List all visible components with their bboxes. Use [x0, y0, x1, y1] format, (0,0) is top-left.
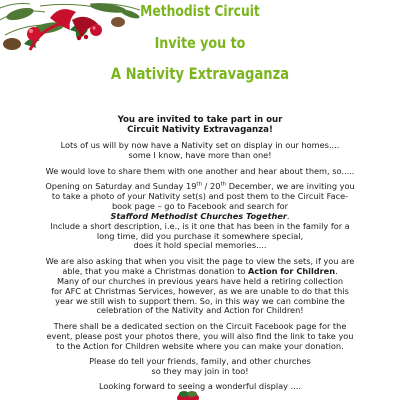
text-line: Please do tell your friends, family, and other churches: [89, 356, 311, 367]
text-line: We would love to share them with one another and hear about them, so.....: [45, 165, 355, 176]
heading-invite: Invite you to: [154, 34, 246, 52]
text-line: Many of our churches in previous years have held a retiring collection: [56, 275, 344, 286]
charity-name: Action for Children: [248, 265, 336, 276]
paragraph-facebook-section: [10, 322, 390, 352]
text-line: Looking forward to seeing a wonderful display ....: [98, 381, 301, 392]
heading-circuit-name: Methodist Circuit: [140, 2, 260, 20]
intro-line: You are invited to take part in our: [117, 115, 283, 125]
text-line: long time, did you purchase it somewhere special,: [96, 230, 304, 241]
ordinal-suffix: th: [220, 181, 227, 188]
facebook-page-name: Stafford Methodist Churches Together: [110, 210, 287, 221]
ordinal-suffix: th: [196, 181, 203, 188]
text-line: does it hold special memories....: [133, 240, 267, 251]
paragraph-tell-friends: [10, 357, 390, 377]
text-line: so they may join in too!: [151, 365, 249, 376]
opening-text: / 20: [202, 181, 221, 192]
text-line: book page – go to Facebook and search for: [111, 200, 289, 211]
paragraph-closing: [10, 382, 390, 392]
opening-text: December, we are inviting you: [226, 181, 355, 192]
text-line: celebration of the Nativity and Action for Children!: [96, 305, 304, 316]
punctuation: .: [286, 210, 290, 221]
text-line: year we still wish to support them. So, in this way we can combine the: [55, 295, 345, 306]
paragraph-donation: [10, 257, 390, 316]
text-line: to the Action for Children website where you can make your donation.: [56, 340, 344, 351]
text-line: There shall be a dedicated section on the Circuit Facebook page for the: [53, 320, 347, 331]
heading-event-title: A Nativity Extravaganza: [110, 64, 290, 83]
text-line: event, please post your photos there, you will also find the link to take you: [46, 330, 354, 341]
text-line: for AFC at Christmas Services, however, as we are unable to do that this: [51, 285, 349, 296]
opening-text: Opening on Saturday and Sunday 19: [45, 181, 197, 192]
text-line: We are also asking that when you visit the page to view the sets, if you are: [45, 255, 355, 266]
text-line: Include a short description, i.e., is it one that has been in the family for a: [50, 220, 350, 231]
donation-text: able, that you make a Christmas donation to: [62, 265, 249, 276]
paragraph-opening: [10, 182, 390, 251]
text-line: some I know, have more than one!: [128, 150, 272, 161]
punctuation: .: [335, 265, 338, 276]
paragraph-share: [10, 167, 390, 177]
text-line: to take a photo of your Nativity set(s) and post them to the Circuit Face-: [51, 190, 349, 201]
paragraph-nativity-sets: [10, 141, 390, 161]
bottom-christmas-ornament: [176, 388, 200, 400]
intro-line: Circuit Nativity Extravaganza!: [127, 124, 273, 135]
intro-paragraph: [10, 116, 390, 136]
text-line: Lots of us will by now have a Nativity set on display in our homes....: [60, 140, 340, 151]
invitation-body: [10, 116, 390, 398]
